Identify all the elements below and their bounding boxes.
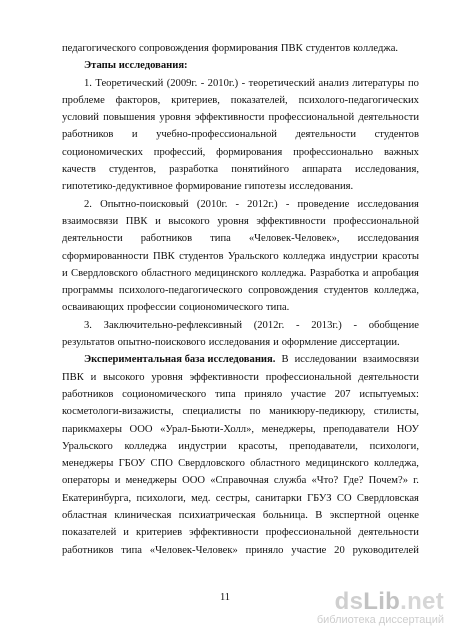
word: г. xyxy=(413,475,419,487)
word: аппарата xyxy=(302,164,342,176)
word: работников xyxy=(62,129,114,141)
word: - xyxy=(235,198,240,210)
word: студентов xyxy=(305,43,351,54)
word: (2012г. xyxy=(253,319,285,331)
word: студентов xyxy=(323,285,369,297)
word: маникюру-педикюру, xyxy=(269,406,366,418)
word: - xyxy=(285,198,290,210)
word: апробация xyxy=(371,267,419,279)
word: психолого-педагогических xyxy=(298,94,419,106)
text-line xyxy=(62,455,419,472)
word: СПО xyxy=(150,458,173,470)
word: и xyxy=(114,475,121,487)
word: - xyxy=(295,319,300,331)
word: 3. xyxy=(84,319,92,331)
word: профессий, xyxy=(153,146,206,158)
text-line xyxy=(62,542,419,559)
word: участие xyxy=(290,388,326,400)
word: руководителей xyxy=(352,544,419,556)
word: специалисты xyxy=(182,406,241,418)
word: программы xyxy=(62,285,114,297)
word: приняло xyxy=(245,544,284,556)
word: ГБОУ xyxy=(118,458,146,470)
word: колледжа. xyxy=(261,267,307,279)
word: Уральского xyxy=(227,250,279,262)
word: экспертной xyxy=(329,510,381,522)
word: критериев xyxy=(136,527,183,539)
word: эффективности xyxy=(189,371,259,383)
word: колледжа, xyxy=(374,285,419,297)
word: результатов xyxy=(62,337,115,349)
word: психологи, xyxy=(369,440,419,452)
text-line xyxy=(62,178,419,195)
text-line xyxy=(62,230,419,247)
word: разработка xyxy=(169,164,219,176)
word: деятельности xyxy=(62,233,123,245)
word: менеджеры xyxy=(62,458,114,470)
word: эффективности xyxy=(194,112,265,124)
word: колледжа xyxy=(283,250,326,262)
word: Заключительно-рефлексивный xyxy=(103,319,242,331)
word: и xyxy=(131,129,138,141)
word: гипотезы xyxy=(244,181,287,193)
word: колледжа, xyxy=(374,458,419,470)
word: работников xyxy=(140,233,193,245)
word: понятийного xyxy=(231,164,290,176)
word: литературы xyxy=(352,77,405,89)
word: профессии xyxy=(127,302,176,314)
document-body xyxy=(62,40,419,559)
text-line xyxy=(62,265,419,282)
word: Свердловского xyxy=(71,267,138,279)
word: В xyxy=(315,510,323,522)
word: сопровождения xyxy=(139,43,209,54)
word: профессиональной xyxy=(265,527,352,539)
word: профессиональной xyxy=(333,215,419,227)
word: и xyxy=(62,267,68,279)
word: повышения xyxy=(103,112,156,124)
word: эффективности xyxy=(189,527,259,539)
text-line xyxy=(62,196,419,213)
word: критериев, xyxy=(171,94,220,106)
word: В xyxy=(281,354,289,366)
word: диссертации. xyxy=(340,337,400,349)
text-line xyxy=(62,438,419,455)
word: психологи, xyxy=(136,492,186,504)
word: областного xyxy=(141,267,192,279)
word: учебно-профессиональной xyxy=(156,129,277,141)
word: участие xyxy=(291,544,327,556)
word: 2010г.) xyxy=(207,77,239,89)
word: исследования. xyxy=(289,181,354,193)
text-line xyxy=(62,490,419,507)
text-line xyxy=(62,75,419,92)
word: Свердловского xyxy=(178,458,245,470)
word: исследовании xyxy=(294,354,357,366)
word: типа xyxy=(214,388,236,400)
word: Где? xyxy=(343,475,364,487)
word: красоты xyxy=(382,250,419,262)
word: и xyxy=(155,215,161,227)
word: сопровождения xyxy=(248,285,319,297)
word: «Человек-Человек», xyxy=(248,233,340,245)
text-line xyxy=(62,126,419,143)
word: Уральского xyxy=(62,440,113,452)
word: по xyxy=(249,406,261,418)
watermark-brand xyxy=(317,590,444,614)
word: исследования xyxy=(208,337,271,349)
word: «Что? xyxy=(311,475,339,487)
word: областная xyxy=(62,510,107,522)
text-line xyxy=(62,472,419,489)
word: медицинского xyxy=(305,458,369,470)
word: исследования xyxy=(357,198,419,210)
word: 2013г.) xyxy=(311,319,342,331)
word: работников xyxy=(62,544,114,556)
word: косметологи-визажисты, xyxy=(62,406,174,418)
word: профессионально xyxy=(293,146,374,158)
word: сформированности xyxy=(62,250,149,262)
text-line xyxy=(62,299,419,316)
word: и xyxy=(90,371,97,383)
word: менеджеры xyxy=(125,475,177,487)
word: и xyxy=(273,337,279,349)
word: 20 xyxy=(334,544,345,556)
word: деятельности xyxy=(358,527,419,539)
word: формирования xyxy=(216,146,283,158)
word: ООО xyxy=(182,475,206,487)
word: работников xyxy=(62,388,114,400)
word: стилисты, xyxy=(373,406,419,418)
watermark-brand-lib: Lib xyxy=(363,588,401,615)
word: «Справочная xyxy=(210,475,269,487)
word: индустрии xyxy=(178,440,227,452)
word: Разработка xyxy=(309,267,360,279)
word: - xyxy=(241,77,246,89)
watermark-subtitle: библиотека диссертаций xyxy=(316,614,444,626)
word: формирование xyxy=(175,181,242,193)
text-line xyxy=(62,403,419,420)
text-line xyxy=(62,282,419,299)
word: ООО xyxy=(129,423,153,435)
word: социономических xyxy=(62,146,143,158)
word: оценке xyxy=(388,510,419,522)
word: опытно-поискового xyxy=(117,337,206,349)
word: 207 xyxy=(334,388,351,400)
word: колледжа. xyxy=(353,43,399,54)
word: менеджеры, xyxy=(261,423,316,435)
word: студентов xyxy=(374,129,419,141)
word: (2009г. xyxy=(166,77,198,89)
word: высокого xyxy=(168,215,210,227)
word: - xyxy=(353,319,357,331)
word: исследования xyxy=(357,233,419,245)
word: и xyxy=(362,267,369,279)
word: 1. xyxy=(84,77,92,89)
word: осваивающих xyxy=(62,302,125,314)
word: красоты, xyxy=(238,440,278,452)
word: студентов xyxy=(179,250,224,262)
word: деятельности xyxy=(358,112,419,124)
word: приняло xyxy=(244,388,283,400)
word: гипотетико-дедуктивное xyxy=(62,181,173,193)
word: сестры, xyxy=(215,492,251,504)
word: колледжа xyxy=(124,440,167,452)
text-line xyxy=(62,507,419,524)
word: студентов, xyxy=(108,164,156,176)
word: уровня xyxy=(217,215,249,227)
word: обобщение xyxy=(368,319,419,331)
word: (2010г. xyxy=(196,198,228,210)
word: парикмахеры xyxy=(62,423,122,435)
text-line xyxy=(62,317,419,334)
word: типа. xyxy=(266,302,290,314)
word: ПВК xyxy=(152,250,175,262)
word: профессиональной xyxy=(268,112,355,124)
word: ПВК xyxy=(125,215,148,227)
word: проблеме xyxy=(62,94,105,106)
text-line xyxy=(62,386,419,403)
word: санитарки xyxy=(255,492,302,504)
word: теоретический xyxy=(248,77,316,89)
word: клиническая xyxy=(114,510,172,522)
word: исследования, xyxy=(354,164,419,176)
word: ГБУЗ xyxy=(307,492,332,504)
word: показателей xyxy=(62,527,117,539)
watermark-brand-net: .net xyxy=(400,588,444,615)
word: больница. xyxy=(262,510,308,522)
word: Опытно-поисковый xyxy=(100,198,189,210)
word: 2. xyxy=(84,198,92,210)
word: социономического xyxy=(178,302,264,314)
word: Екатеринбурга, xyxy=(62,492,132,504)
word: служба xyxy=(273,475,307,487)
word: социономического xyxy=(122,388,207,400)
word: 2012г.) xyxy=(247,198,278,210)
word: взаимосвязи xyxy=(362,354,419,366)
text-line xyxy=(62,351,419,368)
word: оформление xyxy=(281,337,338,349)
text-line xyxy=(62,161,419,178)
word: показателей, xyxy=(230,94,288,106)
text-line xyxy=(62,144,419,161)
word: - xyxy=(200,77,205,89)
word: «Человек-Человек» xyxy=(149,544,238,556)
word: профессиональной xyxy=(265,371,352,383)
word: преподаватели, xyxy=(289,440,358,452)
word: преподаватели xyxy=(323,423,390,435)
word: психиатрическая xyxy=(178,510,256,522)
word: педагогического xyxy=(62,43,136,54)
word: психолого-педагогического xyxy=(118,285,243,297)
text-line xyxy=(62,248,419,265)
word: формирования xyxy=(211,43,278,54)
text-line xyxy=(62,334,419,351)
word: факторов, xyxy=(115,94,161,106)
word: взаимосвязи xyxy=(62,215,119,227)
word: высокого xyxy=(103,371,145,383)
word: операторы xyxy=(62,475,110,487)
word: по xyxy=(407,77,419,89)
text-line xyxy=(62,213,419,230)
word: эффективности xyxy=(256,215,326,227)
word: условий xyxy=(62,112,99,124)
word: индустрии xyxy=(329,250,378,262)
watermark-brand-ds: ds xyxy=(334,588,364,615)
word: уровня xyxy=(151,371,183,383)
word: деятельности xyxy=(295,129,357,141)
word: СО xyxy=(336,492,352,504)
bold-lead-text: Экспериментальная база исследования. xyxy=(84,354,276,366)
text-line xyxy=(62,92,419,109)
word: качеств xyxy=(62,164,96,176)
text-line xyxy=(62,109,419,126)
dslib-watermark xyxy=(317,590,444,627)
text-line xyxy=(62,40,419,57)
word: и xyxy=(123,527,129,539)
page-number: 11 xyxy=(219,592,231,603)
word: областного xyxy=(250,458,301,470)
word: уровня xyxy=(159,112,191,124)
word: мед. xyxy=(191,492,211,504)
text-line xyxy=(62,421,419,438)
word: ПВК xyxy=(280,43,303,54)
word: Теоретический xyxy=(95,77,164,89)
word: Свердловская xyxy=(356,492,419,504)
word: испытуемых: xyxy=(359,388,419,400)
word: деятельности xyxy=(358,371,419,383)
word: ПВК xyxy=(62,371,84,383)
text-line xyxy=(62,524,419,541)
word: медицинского xyxy=(194,267,258,279)
word: НОУ xyxy=(396,423,419,435)
word: «Урал-Бьюти-Холл», xyxy=(160,423,255,435)
word: анализ xyxy=(318,77,349,89)
section-heading: Этапы исследования: xyxy=(84,60,188,72)
word: важных xyxy=(384,146,419,158)
text-line xyxy=(62,369,419,386)
word: проведение xyxy=(297,198,350,210)
word: типа xyxy=(121,544,142,556)
word: Почем?» xyxy=(368,475,408,487)
word: типа xyxy=(210,233,231,245)
